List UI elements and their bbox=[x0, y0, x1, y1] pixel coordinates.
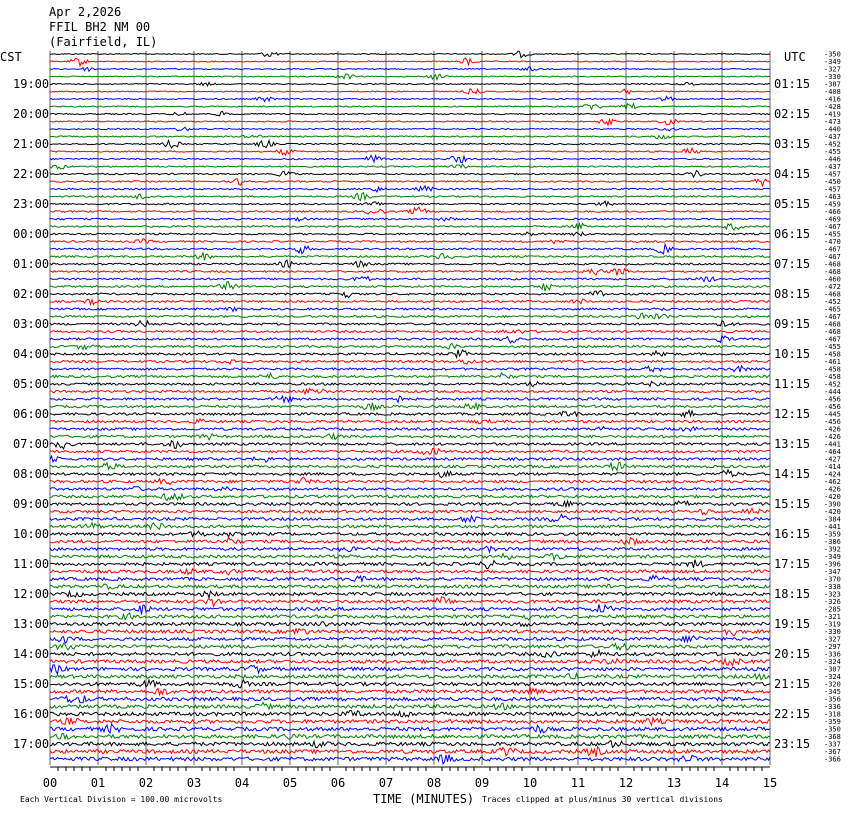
location-label: (Fairfield, IL) bbox=[49, 35, 158, 49]
trace-56 bbox=[50, 470, 770, 478]
right-hour-label: 14:15 bbox=[774, 467, 811, 481]
trace-offset-label: -469 bbox=[824, 215, 841, 224]
trace-81 bbox=[50, 659, 770, 666]
left-hour-label: 00:00 bbox=[13, 227, 50, 241]
trace-offset-label: -366 bbox=[824, 755, 841, 764]
trace-offset-label: -307 bbox=[824, 665, 841, 674]
left-hour-label: 21:00 bbox=[13, 137, 50, 151]
trace-offset-label: -473 bbox=[824, 118, 841, 126]
trace-60 bbox=[50, 501, 770, 507]
trace-11 bbox=[50, 135, 770, 139]
trace-offset-label: -386 bbox=[824, 538, 841, 546]
trace-offset-label: -437 bbox=[824, 163, 841, 171]
trace-offset-label: -347 bbox=[824, 568, 841, 576]
x-tick-label: 02 bbox=[138, 776, 154, 790]
trace-offset-label: -458 bbox=[824, 365, 841, 374]
left-hour-label: 09:00 bbox=[13, 497, 50, 511]
x-tick-label: 05 bbox=[282, 776, 298, 790]
trace-offset-label: -327 bbox=[824, 65, 841, 74]
x-tick-label: 11 bbox=[570, 776, 586, 790]
trace-offset-label: -396 bbox=[824, 560, 841, 569]
trace-35 bbox=[50, 313, 770, 319]
left-hour-label: 22:00 bbox=[13, 167, 50, 181]
trace-offset-label: -459 bbox=[824, 200, 841, 209]
left-hour-label: 10:00 bbox=[13, 527, 50, 541]
trace-22 bbox=[50, 217, 770, 221]
trace-24 bbox=[50, 232, 770, 236]
trace-offset-label: -470 bbox=[824, 238, 841, 246]
trace-offset-label: -428 bbox=[824, 103, 841, 111]
trace-43 bbox=[50, 373, 770, 379]
right-hour-label: 13:15 bbox=[774, 437, 811, 451]
trace-34 bbox=[50, 307, 770, 311]
trace-20 bbox=[50, 201, 770, 206]
scale-note: Each Vertical Division = 100.00 microvolts bbox=[20, 795, 223, 804]
trace-offset-label: -437 bbox=[824, 133, 841, 141]
trace-offset-label: -467 bbox=[824, 223, 841, 231]
right-hour-label: 23:15 bbox=[774, 737, 811, 751]
trace-9 bbox=[50, 119, 770, 125]
right-hour-label: 21:15 bbox=[774, 677, 811, 691]
trace-91 bbox=[50, 734, 770, 740]
right-hour-label: 12:15 bbox=[774, 407, 811, 421]
x-tick-label: 07 bbox=[378, 776, 394, 790]
trace-offset-label: -468 bbox=[824, 290, 841, 299]
trace-21 bbox=[50, 207, 770, 214]
left-hour-label: 05:00 bbox=[13, 377, 50, 391]
trace-offset-label: -416 bbox=[824, 95, 841, 104]
trace-offset-label: -336 bbox=[824, 703, 841, 711]
trace-offset-label: -467 bbox=[824, 253, 841, 261]
trace-76 bbox=[50, 622, 770, 627]
trace-0 bbox=[50, 51, 770, 57]
trace-offset-label: -446 bbox=[824, 155, 841, 164]
x-tick-label: 01 bbox=[90, 776, 106, 790]
trace-offset-label: -384 bbox=[824, 515, 841, 524]
trace-offset-label: -297 bbox=[824, 643, 841, 651]
trace-57 bbox=[50, 477, 770, 484]
trace-offset-label: -324 bbox=[824, 673, 841, 681]
trace-51 bbox=[50, 434, 770, 440]
trace-offset-label: -327 bbox=[824, 635, 841, 644]
trace-offset-label: -424 bbox=[824, 470, 841, 479]
trace-49 bbox=[50, 419, 770, 424]
trace-18 bbox=[50, 186, 770, 192]
trace-55 bbox=[50, 462, 770, 470]
trace-80 bbox=[50, 650, 770, 657]
trace-36 bbox=[50, 321, 770, 327]
trace-69 bbox=[50, 569, 770, 575]
trace-71 bbox=[50, 584, 770, 589]
station-label: FFIL BH2 NM 00 bbox=[49, 20, 151, 34]
trace-offset-label: -285 bbox=[824, 605, 841, 614]
trace-offset-label: -467 bbox=[824, 313, 841, 321]
trace-13 bbox=[50, 148, 770, 155]
date-label: Apr 2,2026 bbox=[49, 5, 122, 19]
trace-48 bbox=[50, 410, 770, 417]
right-hour-label: 09:15 bbox=[774, 317, 811, 331]
trace-offset-label: -457 bbox=[824, 185, 841, 194]
trace-15 bbox=[50, 164, 770, 169]
trace-61 bbox=[50, 508, 770, 514]
trace-65 bbox=[50, 537, 770, 545]
trace-offset-label: -468 bbox=[824, 268, 841, 276]
x-tick-label: 00 bbox=[42, 776, 58, 790]
trace-79 bbox=[50, 643, 770, 650]
trace-6 bbox=[50, 96, 770, 101]
trace-88 bbox=[50, 710, 770, 716]
trace-78 bbox=[50, 636, 770, 643]
trace-offset-label: -345 bbox=[824, 688, 841, 696]
trace-offset-label: -350 bbox=[824, 725, 841, 734]
trace-offset-label: -455 bbox=[824, 148, 841, 156]
trace-82 bbox=[50, 665, 770, 674]
trace-25 bbox=[50, 239, 770, 244]
trace-59 bbox=[50, 494, 770, 501]
right-hour-label: 11:15 bbox=[774, 377, 811, 391]
right-hour-label: 08:15 bbox=[774, 287, 811, 301]
left-hour-label: 15:00 bbox=[13, 677, 50, 691]
trace-44 bbox=[50, 381, 770, 386]
trace-offset-label: -455 bbox=[824, 230, 841, 239]
left-hour-label: 17:00 bbox=[13, 737, 50, 751]
trace-offset-label: -465 bbox=[824, 305, 841, 314]
trace-offset-label: -368 bbox=[824, 733, 841, 741]
trace-offset-label: -414 bbox=[824, 463, 841, 471]
left-hour-labels bbox=[13, 77, 49, 751]
trace-offset-label: -461 bbox=[824, 358, 841, 366]
trace-offset-label: -336 bbox=[824, 650, 841, 659]
trace-offset-label: -321 bbox=[824, 613, 841, 621]
trace-37 bbox=[50, 330, 770, 334]
trace-offset-label: -464 bbox=[824, 448, 841, 456]
trace-64 bbox=[50, 531, 770, 537]
trace-offset-label: -387 bbox=[824, 80, 841, 89]
trace-offset-label: -441 bbox=[824, 440, 841, 449]
trace-47 bbox=[50, 403, 770, 410]
trace-offset-label: -320 bbox=[824, 680, 841, 689]
trace-16 bbox=[50, 171, 770, 178]
trace-offset-label: -356 bbox=[824, 695, 841, 704]
trace-84 bbox=[50, 680, 770, 688]
right-hour-label: 22:15 bbox=[774, 707, 811, 721]
trace-offset-label: -472 bbox=[824, 283, 841, 291]
trace-offset-label: -390 bbox=[824, 500, 841, 509]
trace-offset-label: -456 bbox=[824, 418, 841, 426]
trace-offset-label: -440 bbox=[824, 125, 841, 134]
trace-46 bbox=[50, 396, 770, 402]
trace-offset-label: -324 bbox=[824, 658, 841, 666]
x-tick-label: 12 bbox=[618, 776, 634, 790]
trace-offset-label: -330 bbox=[824, 73, 841, 81]
trace-74 bbox=[50, 604, 770, 614]
right-hour-labels bbox=[774, 77, 810, 751]
right-hour-label: 05:15 bbox=[774, 197, 811, 211]
trace-87 bbox=[50, 702, 770, 709]
trace-offset-label: -444 bbox=[824, 388, 841, 396]
trace-68 bbox=[50, 560, 770, 569]
left-hour-label: 03:00 bbox=[13, 317, 50, 331]
clip-note: Traces clipped at plus/minus 30 vertical divisions bbox=[482, 795, 723, 804]
right-hour-label: 02:15 bbox=[774, 107, 811, 121]
trace-62 bbox=[50, 514, 770, 522]
trace-31 bbox=[50, 282, 770, 291]
trace-52 bbox=[50, 441, 770, 449]
x-tick-label: 03 bbox=[186, 776, 202, 790]
trace-offset-label: -460 bbox=[824, 275, 841, 284]
trace-offset-label: -427 bbox=[824, 455, 841, 464]
trace-39 bbox=[50, 343, 770, 349]
trace-1 bbox=[50, 58, 770, 66]
x-tick-label: 14 bbox=[714, 776, 730, 790]
trace-offset-label: -456 bbox=[824, 395, 841, 404]
trace-27 bbox=[50, 252, 770, 260]
trace-offset-label: -445 bbox=[824, 410, 841, 419]
trace-offset-label: -426 bbox=[824, 485, 841, 494]
trace-offset-label: -467 bbox=[824, 335, 841, 344]
left-hour-label: 01:00 bbox=[13, 257, 50, 271]
trace-offset-labels bbox=[824, 51, 841, 764]
x-tick-label: 08 bbox=[426, 776, 442, 790]
left-hour-label: 14:00 bbox=[13, 647, 50, 661]
trace-offset-label: -349 bbox=[824, 58, 841, 66]
trace-8 bbox=[50, 111, 770, 115]
x-tick-label: 04 bbox=[234, 776, 250, 790]
left-hour-label: 20:00 bbox=[13, 107, 50, 121]
trace-33 bbox=[50, 299, 770, 305]
trace-offset-label: -337 bbox=[824, 740, 841, 749]
trace-offset-label: -319 bbox=[824, 620, 841, 629]
trace-offset-label: -326 bbox=[824, 598, 841, 606]
right-hour-label: 19:15 bbox=[774, 617, 811, 631]
trace-offset-label: -457 bbox=[824, 170, 841, 179]
trace-offset-label: -441 bbox=[824, 523, 841, 531]
trace-offset-label: -338 bbox=[824, 583, 841, 591]
trace-94 bbox=[50, 755, 770, 764]
right-hour-label: 03:15 bbox=[774, 137, 811, 151]
trace-29 bbox=[50, 269, 770, 276]
trace-offset-label: -456 bbox=[824, 403, 841, 411]
trace-offset-label: -468 bbox=[824, 320, 841, 329]
trace-offset-label: -408 bbox=[824, 88, 841, 96]
trace-offset-label: -452 bbox=[824, 140, 841, 149]
trace-offset-label: -349 bbox=[824, 553, 841, 561]
trace-75 bbox=[50, 613, 770, 620]
left-hour-label: 04:00 bbox=[13, 347, 50, 361]
left-hour-label: 06:00 bbox=[13, 407, 50, 421]
trace-4 bbox=[50, 82, 770, 86]
right-hour-label: 17:15 bbox=[774, 557, 811, 571]
trace-54 bbox=[50, 456, 770, 462]
trace-offset-label: -462 bbox=[824, 478, 841, 486]
trace-90 bbox=[50, 724, 770, 733]
left-hour-label: 16:00 bbox=[13, 707, 50, 721]
trace-26 bbox=[50, 244, 770, 254]
x-axis-label: TIME (MINUTES) bbox=[373, 792, 475, 806]
trace-offset-label: -466 bbox=[824, 208, 841, 216]
trace-offset-label: -467 bbox=[824, 245, 841, 254]
left-hour-label: 13:00 bbox=[13, 617, 50, 631]
trace-offset-label: -359 bbox=[824, 530, 841, 539]
trace-offset-label: -455 bbox=[824, 343, 841, 351]
trace-10 bbox=[50, 127, 770, 131]
trace-58 bbox=[50, 487, 770, 491]
right-hour-label: 15:15 bbox=[774, 497, 811, 511]
trace-32 bbox=[50, 291, 770, 298]
x-tick-labels bbox=[43, 776, 777, 790]
trace-offset-label: -468 bbox=[824, 260, 841, 269]
x-tick-label: 10 bbox=[522, 776, 538, 790]
trace-offset-label: -458 bbox=[824, 373, 841, 381]
trace-7 bbox=[50, 104, 770, 110]
right-hour-label: 07:15 bbox=[774, 257, 811, 271]
trace-12 bbox=[50, 140, 770, 147]
trace-28 bbox=[50, 260, 770, 267]
trace-66 bbox=[50, 546, 770, 552]
x-tick-label: 13 bbox=[666, 776, 682, 790]
right-hour-label: 04:15 bbox=[774, 167, 811, 181]
trace-42 bbox=[50, 366, 770, 372]
trace-93 bbox=[50, 747, 770, 757]
left-hour-label: 19:00 bbox=[13, 77, 50, 91]
trace-offset-label: -367 bbox=[824, 748, 841, 756]
trace-30 bbox=[50, 277, 770, 282]
trace-92 bbox=[50, 741, 770, 748]
trace-offset-label: -318 bbox=[824, 710, 841, 719]
trace-53 bbox=[50, 449, 770, 455]
trace-offset-label: -323 bbox=[824, 590, 841, 599]
left-hour-label: 12:00 bbox=[13, 587, 50, 601]
trace-offset-label: -450 bbox=[824, 178, 841, 186]
trace-77 bbox=[50, 629, 770, 636]
right-hour-label: 10:15 bbox=[774, 347, 811, 361]
trace-offset-label: -370 bbox=[824, 575, 841, 584]
trace-19 bbox=[50, 193, 770, 201]
right-hour-label: 01:15 bbox=[774, 77, 811, 91]
trace-41 bbox=[50, 360, 770, 364]
trace-67 bbox=[50, 554, 770, 561]
trace-40 bbox=[50, 350, 770, 358]
trace-70 bbox=[50, 576, 770, 582]
right-hour-label: 06:15 bbox=[774, 227, 811, 241]
trace-offset-label: -468 bbox=[824, 328, 841, 336]
trace-83 bbox=[50, 673, 770, 679]
right-hour-label: 20:15 bbox=[774, 647, 811, 661]
trace-offset-label: -463 bbox=[824, 193, 841, 201]
trace-3 bbox=[50, 74, 770, 80]
x-tick-label: 09 bbox=[474, 776, 490, 790]
trace-17 bbox=[50, 179, 770, 186]
trace-offset-label: -458 bbox=[824, 350, 841, 359]
right-timezone-label: UTC bbox=[784, 50, 806, 64]
trace-38 bbox=[50, 335, 770, 342]
left-hour-label: 11:00 bbox=[13, 557, 50, 571]
trace-73 bbox=[50, 597, 770, 607]
trace-offset-label: -419 bbox=[824, 110, 841, 119]
trace-5 bbox=[50, 89, 770, 94]
trace-offset-label: -452 bbox=[824, 298, 841, 306]
trace-offset-label: -392 bbox=[824, 545, 841, 554]
trace-offset-label: -420 bbox=[824, 493, 841, 501]
seismic-traces bbox=[50, 51, 770, 764]
trace-45 bbox=[50, 389, 770, 394]
left-hour-label: 23:00 bbox=[13, 197, 50, 211]
left-hour-label: 07:00 bbox=[13, 437, 50, 451]
trace-50 bbox=[50, 427, 770, 432]
trace-offset-label: -359 bbox=[824, 718, 841, 726]
trace-2 bbox=[50, 67, 770, 72]
trace-offset-label: -350 bbox=[824, 50, 841, 59]
trace-offset-label: -452 bbox=[824, 380, 841, 389]
trace-offset-label: -330 bbox=[824, 628, 841, 636]
trace-85 bbox=[50, 687, 770, 695]
x-tick-label: 15 bbox=[762, 776, 778, 790]
left-hour-label: 02:00 bbox=[13, 287, 50, 301]
left-timezone-label: CST bbox=[0, 50, 22, 64]
trace-86 bbox=[50, 696, 770, 703]
trace-89 bbox=[50, 718, 770, 725]
trace-offset-label: -420 bbox=[824, 508, 841, 516]
trace-23 bbox=[50, 223, 770, 230]
trace-offset-label: -426 bbox=[824, 433, 841, 441]
trace-offset-label: -426 bbox=[824, 425, 841, 434]
right-hour-label: 18:15 bbox=[774, 587, 811, 601]
trace-14 bbox=[50, 155, 770, 162]
left-hour-label: 08:00 bbox=[13, 467, 50, 481]
trace-63 bbox=[50, 523, 770, 530]
x-tick-label: 06 bbox=[330, 776, 346, 790]
trace-72 bbox=[50, 591, 770, 598]
right-hour-label: 16:15 bbox=[774, 527, 811, 541]
